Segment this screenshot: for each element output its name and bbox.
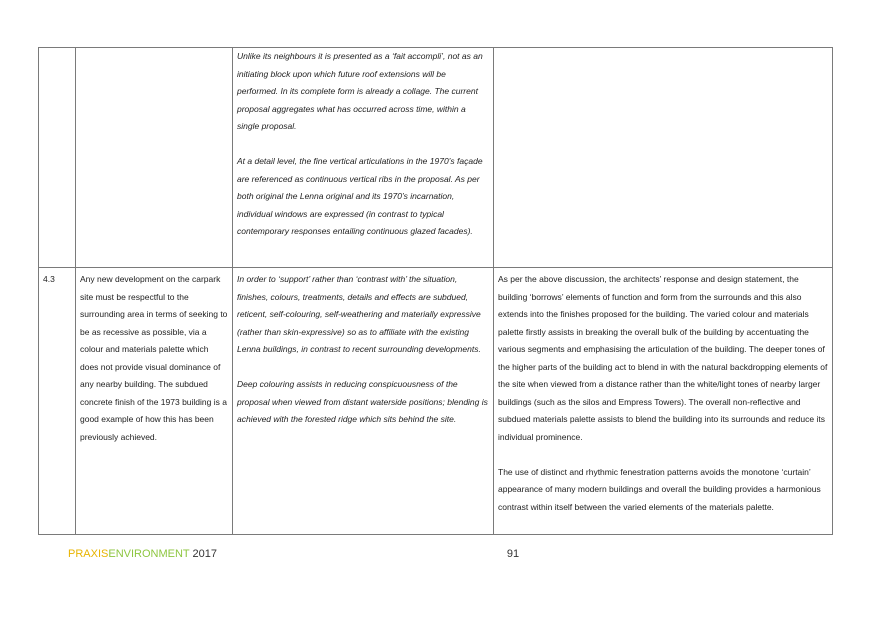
- response-paragraph: In order to ‘support’ rather than ‘contrast with’ the situation, finishes, colours, treatments, details and effects are subdued, reticent, self-colouring, self-weathering and materially expressive (rather than skin-expressive) so as to affiliate with the existing Lenna buildings, in contrast to recent surrounding developments.: [237, 274, 481, 354]
- page-number: 91: [506, 548, 520, 560]
- table-row: [39, 268, 833, 535]
- brand-part2: ENVIRONMENT: [108, 548, 190, 560]
- criterion-text: Any new development on the carpark site must be respectful to the surrounding area in terms of seeking to be as recessive as possible, via a colour and materials palette which does not provide visual dominance of any nearby building. The subdued concrete finish of the 1973 building is a good example of how this has been previously achieved.: [80, 274, 228, 442]
- assessment-paragraph: The use of distinct and rhythmic fenestration patterns avoids the monotone ‘curtain’ appearance of many modern buildings and overall the building provides a harmonious contrast within itself between the varied elements of the materials palette.: [498, 466, 821, 512]
- assessment-table: [38, 47, 833, 535]
- criterion-cell: [76, 48, 233, 268]
- response-paragraph: Unlike its neighbours it is presented as a ‘fait accompli’, not as an initiating block upon which future roof extensions will be performed. In its complete form is already a collage. The current proposal aggregates what has occurred across time, within a single proposal.: [237, 51, 483, 131]
- response-cell: [233, 48, 494, 268]
- response-paragraph: Deep colouring assists in reducing conspicuousness of the proposal when viewed from distant waterside positions; blending is achieved with the forested ridge which sits behind the site.: [237, 379, 488, 424]
- assessment-cell: [494, 268, 833, 535]
- criterion-cell: [76, 268, 233, 535]
- response-paragraph: At a detail level, the fine vertical articulations in the 1970’s façade are referenced as continuous vertical ribs in the proposal. As per both original the Lenna original and its 1970’s incarnation, individual windows are expressed (in contrast to typical contemporary responses entailing continuous glazed facades).: [237, 156, 483, 236]
- assessment-paragraph: As per the above discussion, the architects’ response and design statement, the building ‘borrows’ elements of function and form from the surrounds and this also extends into the finishes proposed for the building. The varied colour and materials palette firstly assists in breaking the overall bulk of the building by accentuating the various segments and emphasising the articulation of the building. The deeper tones of the higher parts of the building act to blend in with the natural backdropping elements of the site when viewed from a distance rather than the white/light tones of nearby larger buildings (such as the silos and Empress Towers). The overall non-reflective and subdued materials palette assists to blend the building into its surrounds and reduce its individual prominence.: [498, 274, 828, 442]
- response-cell: [233, 268, 494, 535]
- brand-part1: PRAXIS: [68, 548, 109, 560]
- table-row: [39, 48, 833, 268]
- ref-cell: [39, 48, 76, 268]
- assessment-cell: [494, 48, 833, 268]
- ref-cell: 4.3: [39, 268, 76, 535]
- footer-year: 2017: [192, 548, 217, 560]
